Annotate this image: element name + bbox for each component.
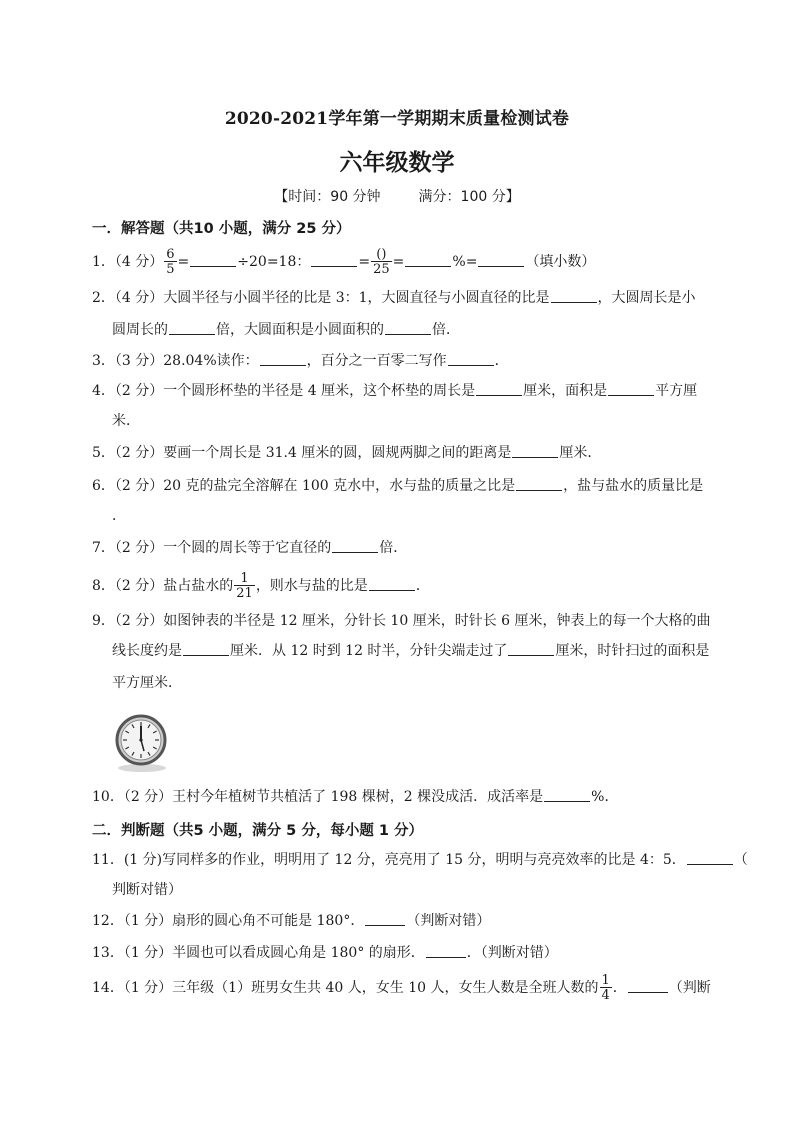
answer-blank[interactable] (332, 538, 378, 553)
clock-icon (114, 710, 170, 772)
question-11: 11．(1 分)写同样多的作业，明明用了 12 分，亮亮用了 15 分，明明与亮亮效率的比是 4：5． （ (92, 852, 748, 868)
question-9-cont2: 平方厘米． (112, 675, 182, 691)
question-7: 7．（2 分）一个圆的周长等于它直径的 倍． (92, 540, 408, 556)
question-2-cont: 圆周长的 倍，大圆面积是小圆面积的 倍． (112, 322, 460, 338)
score-label: 满分：100 分】 (418, 189, 520, 205)
question-6: 6．（2 分）20 克的盐完全溶解在 100 克水中，水与盐的质量之比是 ，盐与盐水的质量比是 (92, 478, 704, 494)
answer-blank[interactable] (516, 476, 562, 491)
question-13: 13．（1 分）半圆也可以看成圆心角是 180° 的扇形． ．（判断对错） (92, 945, 558, 961)
section-heading-1: 一．解答题（共10 小题，满分 25 分） (92, 221, 351, 237)
section-heading-2: 二．判断题（共5 小题，满分 5 分，每小题 1 分） (92, 823, 424, 839)
question-9: 9．（2 分）如图钟表的半径是 12 厘米，分针长 10 厘米，时针长 6 厘米，钟表上的每一个大格的曲 (92, 613, 711, 629)
question-3: 3．（3 分）28.04%读作： ，百分之一百零二写作 ． (92, 353, 509, 369)
question-4: 4．（2 分）一个圆形杯垫的半径是 4 厘米，这个杯垫的周长是 厘米，面积是 平方厘 (92, 383, 698, 399)
fraction: $\frac{6}{5}$ (166, 247, 175, 277)
answer-blank[interactable] (311, 252, 357, 267)
fraction: $\frac{()}{25}$ (373, 247, 390, 277)
answer-blank[interactable] (426, 943, 466, 958)
answer-blank[interactable] (478, 252, 524, 267)
question-1: 1．（4 分） $\frac{6}{5}$ = ÷20=18： = $\frac{()}{25}$ = %= （填小数） (92, 247, 596, 277)
question-8: 8．（2 分）盐占盐水的 $\frac{1}{21}$ ，则水与盐的比是 ． (92, 571, 430, 601)
answer-blank[interactable] (687, 850, 733, 865)
answer-blank[interactable] (512, 443, 558, 458)
question-10: 10．（2 分）王村今年植树节共植活了 198 棵树，2 棵没成活．成活率是 %． (92, 789, 619, 805)
question-14: 14．（1 分）三年级（1）班男女生共 40 人，女生 10 人，女生人数是全班人数的 $\frac{1}{4}$ ． （判断 (92, 973, 711, 1003)
question-6-cont: ． (112, 508, 126, 524)
question-5: 5．（2 分）要画一个周长是 31.4 厘米的圆，圆规两脚之间的距离是 厘米． (92, 445, 602, 461)
answer-blank[interactable] (544, 787, 590, 802)
question-4-cont: 米． (112, 413, 140, 429)
question-11-cont: 判断对错） (112, 882, 182, 898)
exam-title: 2020-2021学年第一学期期末质量检测试卷 (224, 109, 570, 129)
time-label: 【时间：90 分钟 (274, 189, 381, 205)
fraction: $\frac{1}{4}$ (601, 973, 610, 1003)
answer-blank[interactable] (190, 252, 236, 267)
question-12: 12．（1 分）扇形的圆心角不可能是 180°． （判断对错） (92, 913, 491, 929)
answer-blank[interactable] (448, 351, 494, 366)
fraction: $\frac{1}{21}$ (236, 571, 253, 601)
answer-blank[interactable] (183, 641, 229, 656)
answer-blank[interactable] (365, 911, 405, 926)
answer-blank[interactable] (628, 978, 668, 993)
question-9-cont: 线长度约是 厘米．从 12 时到 12 时半，分针尖端走过了 厘米，时针扫过的面积是 (112, 643, 710, 659)
answer-blank[interactable] (369, 576, 415, 591)
answer-blank[interactable] (608, 381, 654, 396)
answer-blank[interactable] (385, 320, 431, 335)
exam-meta (0, 186, 794, 206)
answer-blank[interactable] (551, 288, 597, 303)
answer-blank[interactable] (508, 641, 554, 656)
answer-blank[interactable] (260, 351, 306, 366)
question-2: 2．（4 分）大圆半径与小圆半径的比是 3：1，大圆直径与小圆直径的比是 ，大圆周长是小 (92, 290, 696, 306)
answer-blank[interactable] (169, 320, 215, 335)
subject-title: 六年级数学 (339, 149, 455, 176)
answer-blank[interactable] (476, 381, 522, 396)
answer-blank[interactable] (405, 252, 451, 267)
